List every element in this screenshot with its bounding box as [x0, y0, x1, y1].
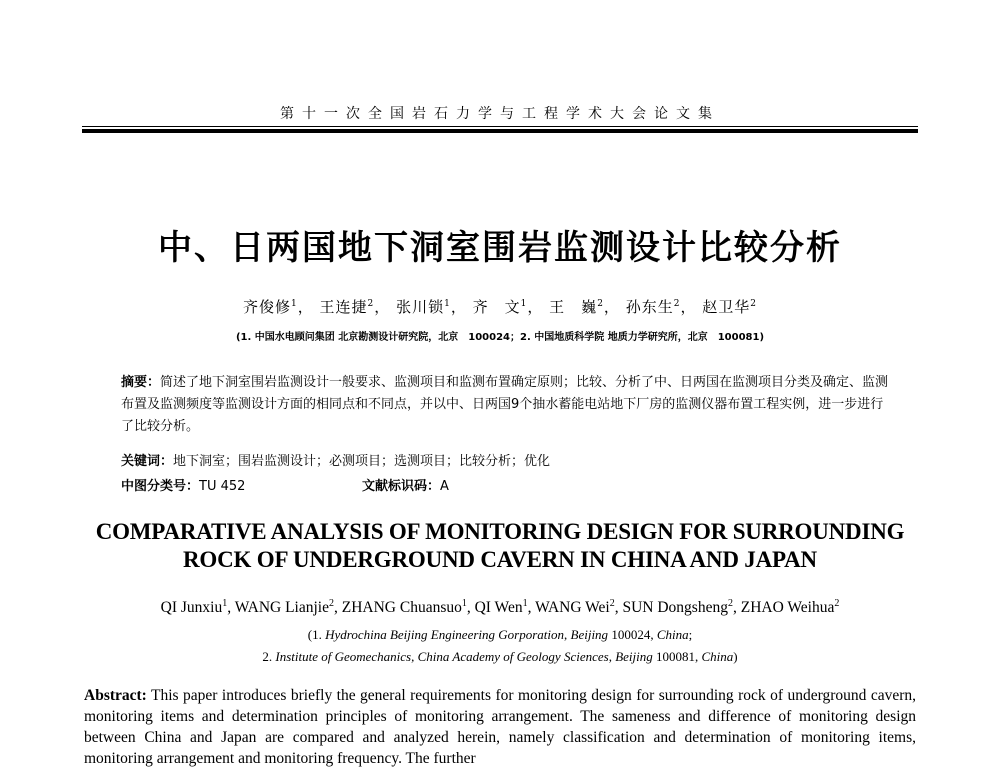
author-en-2: WANG Lianjie$^2$: [234, 598, 334, 617]
english-affiliation: [0, 624, 1000, 668]
english-abstract: [84, 685, 916, 769]
english-authors: QI Junxiu$^1$, WANG Lianjie$^2$, ZHANG Chuansuo$^1$, QI Wen$^1$, WANG Wei$^2$, SUN Dongsheng$^2$, ZHAO Weihua$^2$: [160, 598, 840, 617]
english-affiliation-line-1: (1. Hydrochina Beijing Engineering Gorporation, Beijing 100024, China;: [307, 627, 693, 642]
chinese-abstract: [121, 372, 891, 438]
document-code-value: A: [440, 479, 449, 494]
chinese-keywords: [121, 450, 891, 469]
author-cn-4: 齐 文$^1$: [472, 298, 528, 316]
class-number-label: 中图分类号：: [121, 479, 200, 494]
author-en-7: ZHAO Weihua$^2$: [740, 598, 840, 617]
chinese-title: 中、日两国地下洞室围岩监测设计比较分析: [158, 228, 842, 268]
header-rule-thin: [82, 126, 918, 127]
english-abstract-label: Abstract:: [84, 687, 147, 704]
author-en-3: ZHANG Chuansuo$^1$: [341, 598, 467, 617]
english-abstract-text: This paper introduces briefly the general requirements for monitoring design for surrounding rock of underground cavern, monitoring items and determination principles of monitoring arrangement. The sameness and difference of monitoring design between China and Japan are compared and analyzed herein, namely classification and determination of monitoring items, monitoring arrangement and monitoring frequency. The further: [84, 687, 916, 767]
classification-line: [121, 475, 891, 494]
author-cn-5: 王 巍$^2$: [549, 298, 604, 316]
author-en-5: WANG Wei$^2$: [535, 598, 615, 617]
author-en-4: QI Wen$^1$: [474, 598, 528, 617]
chinese-authors: 齐俊修$^1$， 王连捷$^2$， 张川锁$^1$， 齐 文$^1$， 王 巍$^2$， 孙东生$^2$， 赵卫华$^2$: [242, 298, 758, 316]
author-en-6: SUN Dongsheng$^2$: [622, 598, 733, 617]
english-affiliation-line-2: 2. Institute of Geomechanics, China Academy of Geology Sciences, Beijing 100081, China): [262, 649, 738, 664]
english-title-line-1: COMPARATIVE ANALYSIS OF MONITORING DESIGN FOR SURROUNDING: [95, 519, 905, 544]
chinese-abstract-text: 简述了地下洞室围岩监测设计一般要求、监测项目和监测布置确定原则；比较、分析了中、日两国在监测项目分类及确定、监测布置及监测频度等监测设计方面的相同点和不同点，并以中、日两国9个抽水蓄能电站地下厂房的监测仪器布置工程实例，进一步进行了比较分析。: [121, 375, 889, 434]
author-cn-7: 赵卫华$^2$: [702, 298, 758, 316]
class-number-value: TU 452: [199, 479, 246, 494]
chinese-keywords-label: 关键词：: [121, 454, 174, 469]
author-en-1: QI Junxiu$^1$: [160, 598, 228, 617]
chinese-abstract-label: 摘要：: [121, 375, 161, 390]
author-cn-3: 张川锁$^1$: [396, 298, 451, 316]
author-cn-6: 孙东生$^2$: [625, 298, 681, 316]
author-cn-2: 王连捷$^2$: [319, 298, 375, 316]
english-title-line-2: ROCK OF UNDERGROUND CAVERN IN CHINA AND JAPAN: [183, 547, 817, 572]
running-header: 第十一次全国岩石力学与工程学术大会论文集: [280, 106, 720, 122]
chinese-keywords-text: 地下洞室；围岩监测设计；必测项目；选测项目；比较分析；优化: [173, 454, 551, 469]
chinese-affiliation: (1. 中国水电顾问集团 北京勘测设计研究院，北京 100024；2. 中国地质科学院 地质力学研究所，北京 100081): [235, 332, 765, 343]
document-code: [362, 475, 449, 494]
document-code-label: 文献标识码：: [362, 479, 441, 494]
header-rule-thick: [82, 129, 918, 133]
author-cn-1: 齐俊修$^1$: [242, 298, 298, 316]
english-title: [0, 518, 1000, 574]
